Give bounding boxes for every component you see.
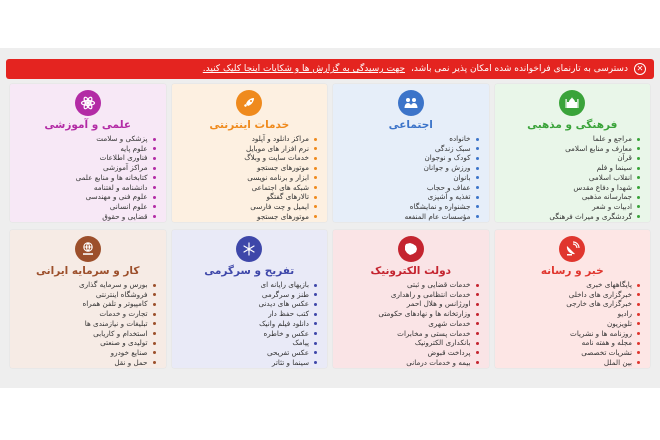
- category-link[interactable]: بانوان: [341, 173, 471, 183]
- iran-map-icon: [398, 236, 424, 262]
- complaint-link[interactable]: جهت رسیدگی به گزارش ها و شکایات اینجا کلیک کنید.: [202, 64, 406, 74]
- category-link[interactable]: گردشگری و میراث فرهنگی: [503, 212, 633, 222]
- category-link[interactable]: ادبیات و شعر: [503, 202, 633, 212]
- category-link[interactable]: نشریات تخصصی: [503, 348, 633, 358]
- category-card-8: [10, 230, 166, 368]
- category-link[interactable]: کتب حفظ دار: [180, 309, 310, 319]
- category-link[interactable]: پایگاههای خبری: [503, 280, 633, 290]
- category-link[interactable]: بیمه و خدمات درمانی: [341, 358, 471, 368]
- category-link[interactable]: خدمات انتظامی و راهداری: [341, 290, 471, 300]
- category-link[interactable]: پزشکی و سلامت: [18, 134, 148, 144]
- category-link[interactable]: رادیو: [503, 309, 633, 319]
- category-link[interactable]: روزنامه ها و نشریات: [503, 329, 633, 339]
- category-title[interactable]: علمی و آموزشی: [44, 119, 132, 131]
- category-link[interactable]: علوم فنی و مهندسی: [18, 192, 148, 202]
- category-link[interactable]: تلویزیون: [503, 319, 633, 329]
- category-link[interactable]: مجله و هفته نامه: [503, 338, 633, 348]
- category-link[interactable]: موتورهای جستجو: [180, 163, 310, 173]
- category-title[interactable]: کار و سرمایه ایرانی: [36, 265, 140, 277]
- category-link-list: [18, 134, 158, 221]
- category-title[interactable]: اجتماعی: [388, 119, 433, 131]
- category-link[interactable]: خدمات قضایی و ثبتی: [341, 280, 471, 290]
- category-link[interactable]: قرآن: [503, 153, 633, 163]
- category-link[interactable]: شبکه های اجتماعی: [180, 183, 310, 193]
- category-link[interactable]: مراکز آموزشی: [18, 163, 148, 173]
- category-title[interactable]: دولت الکترونیک: [370, 265, 452, 277]
- category-link[interactable]: جمارسانه مذهبی: [503, 192, 633, 202]
- category-card-1: [495, 84, 651, 222]
- category-link[interactable]: خدمات شهری: [341, 319, 471, 329]
- category-link-list: [180, 134, 320, 221]
- category-link[interactable]: علوم پایه: [18, 144, 148, 154]
- atom-icon: [75, 90, 101, 116]
- category-link[interactable]: عکس های دیدنی: [180, 299, 310, 309]
- category-link[interactable]: استخدام و کاریابی: [18, 329, 148, 339]
- category-link[interactable]: عکس و خاطره: [180, 329, 310, 339]
- category-link-list: [503, 134, 643, 221]
- category-title[interactable]: فرهنگی و مذهبی: [527, 119, 618, 131]
- category-link[interactable]: خدمات پستی و مخابرات: [341, 329, 471, 339]
- alert-text: دسترسی به تارنمای فراخوانده شده امکان پذیر نمی باشد،: [411, 64, 628, 74]
- category-link[interactable]: سینما و فلم: [503, 163, 633, 173]
- category-link[interactable]: پیامک: [180, 338, 310, 348]
- category-link[interactable]: بانکداری الکترونیک: [341, 338, 471, 348]
- category-link[interactable]: بورس و سرمایه گذاری: [18, 280, 148, 290]
- category-card-2: [333, 84, 489, 222]
- category-link[interactable]: مراجع و علما: [503, 134, 633, 144]
- category-card-5: [495, 230, 651, 368]
- category-link[interactable]: بین الملل: [503, 358, 633, 368]
- category-link[interactable]: دانشنامه و لغتنامه: [18, 183, 148, 193]
- category-link[interactable]: خبرگزاری های داخلی: [503, 290, 633, 300]
- category-card-4: [10, 84, 166, 222]
- category-link[interactable]: حمل و نقل: [18, 358, 148, 368]
- category-link[interactable]: ورزش و جوانان: [341, 163, 471, 173]
- category-link[interactable]: تالارهای گفتگو: [180, 192, 310, 202]
- fireworks-icon: [236, 236, 262, 262]
- category-link[interactable]: کامپیوتر و تلفن همراه: [18, 299, 148, 309]
- category-link[interactable]: تجارت و خدمات: [18, 309, 148, 319]
- category-link[interactable]: فروشگاه اینترنتی: [18, 290, 148, 300]
- category-link[interactable]: مراکز دانلود و آپلود: [180, 134, 310, 144]
- category-link[interactable]: مؤسسات عام المنفعه: [341, 212, 471, 222]
- category-link[interactable]: پرداخت قبوض: [341, 348, 471, 358]
- category-link[interactable]: ایمیل و چت فارسی: [180, 202, 310, 212]
- category-link[interactable]: طنز و سرگرمی: [180, 290, 310, 300]
- category-link[interactable]: انقلاب اسلامی: [503, 173, 633, 183]
- category-grid: [10, 84, 650, 370]
- category-link[interactable]: خانواده: [341, 134, 471, 144]
- category-link-list: [503, 280, 643, 367]
- mosque-icon: [559, 90, 585, 116]
- people-icon: [398, 90, 424, 116]
- category-card-6: [333, 230, 489, 368]
- category-card-7: [172, 230, 328, 368]
- category-link[interactable]: ابزار و برنامه نویسی: [180, 173, 310, 183]
- category-link[interactable]: معارف و منابع اسلامی: [503, 144, 633, 154]
- category-link-list: [180, 280, 320, 367]
- category-link[interactable]: تولیدی و صنعتی: [18, 338, 148, 348]
- globe-handshake-icon: [75, 236, 101, 262]
- category-link[interactable]: بازیهای رایانه ای: [180, 280, 310, 290]
- category-link[interactable]: کودک و نوجوان: [341, 153, 471, 163]
- category-link[interactable]: سبک زندگی: [341, 144, 471, 154]
- category-link[interactable]: سینما و تئاتر: [180, 358, 310, 368]
- category-link[interactable]: دانلود فیلم وانیک: [180, 319, 310, 329]
- category-link[interactable]: نرم افزار های موبایل: [180, 144, 310, 154]
- rocket-icon: [236, 90, 262, 116]
- category-link[interactable]: جشنواره و نمایشگاه: [341, 202, 471, 212]
- category-link[interactable]: خدمات سایت و وبلاگ: [180, 153, 310, 163]
- category-link[interactable]: موتورهای جستجو: [180, 212, 310, 222]
- access-denied-banner: [6, 59, 654, 79]
- category-card-3: [172, 84, 328, 222]
- satellite-dish-icon: [559, 236, 585, 262]
- category-link[interactable]: صنایع خودرو: [18, 348, 148, 358]
- category-title[interactable]: خبر و رسانه: [540, 265, 604, 277]
- category-link[interactable]: قضایی و حقوق: [18, 212, 148, 222]
- close-icon[interactable]: ✕: [634, 63, 646, 75]
- category-link[interactable]: خبرگزاری های خارجی: [503, 299, 633, 309]
- category-link[interactable]: فناوری اطلاعات: [18, 153, 148, 163]
- category-link[interactable]: وزارتخانه ها و نهادهای حکومتی: [341, 309, 471, 319]
- category-link[interactable]: تغذیه و آشپزی: [341, 192, 471, 202]
- category-link[interactable]: اورژانس و هلال احمر: [341, 299, 471, 309]
- category-link[interactable]: علوم انسانی: [18, 202, 148, 212]
- category-link[interactable]: شهدا و دفاع مقدس: [503, 183, 633, 193]
- category-title[interactable]: تفریح و سرگرمی: [204, 265, 295, 277]
- category-link[interactable]: تبلیغات و نیازمندی ها: [18, 319, 148, 329]
- category-link[interactable]: عکس تفریحی: [180, 348, 310, 358]
- category-link[interactable]: کتابخانه ها و منابع علمی: [18, 173, 148, 183]
- category-link-list: [341, 134, 481, 221]
- category-link-list: [18, 280, 158, 367]
- category-title[interactable]: خدمات اینترنتی: [209, 119, 290, 131]
- category-link[interactable]: عفاف و حجاب: [341, 183, 471, 193]
- category-link-list: [341, 280, 481, 367]
